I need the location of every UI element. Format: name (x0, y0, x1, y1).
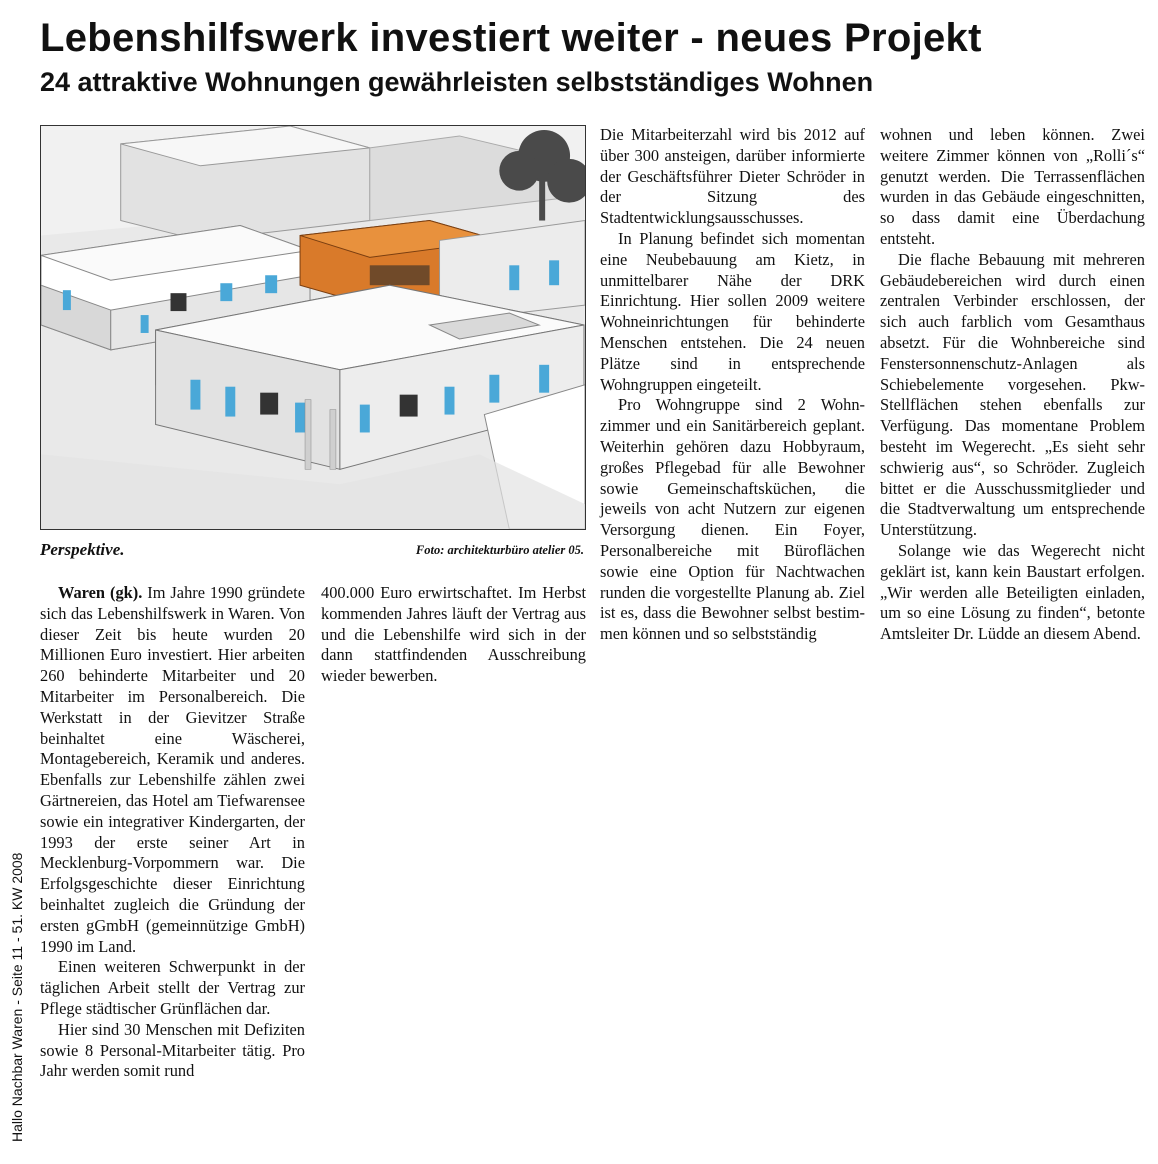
paragraph: Pro Wohngruppe sind 2 Wohnzimmer und ein Sanitärbereich geplant. Weiterhin gehören dazu Hobbyraum, großes Pflegebad für alle Bewohner sowie Gemeinschaftsküchen, die jeweils von acht Nutzern zur eigenen Versorgung dienen. Ein Foyer, Personalbereiche mit Büroflächen sowie eine Option für Nachtwachen runden die vorgestellte Planung ab. Ziel ist es, dass die Bewohner selbst bestimmen können und so selbstständig (600, 395, 865, 644)
architectural-rendering (40, 125, 586, 530)
paragraph: Einen weiteren Schwerpunkt in der täglichen Arbeit stellt der Vertrag zur Pflege städtischer Grünflächen dar. (40, 957, 305, 1018)
paragraph: In Planung befindet sich momentan eine Neubebauung am Kietz, in unmittelbarer Nähe der DRK Einrichtung. Hier sollen 2009 weitere Wohneinrichtungen für behinderte Menschen entstehen. Die 24 neuen Plätze sind in entsprechende Wohngruppen eingeteilt. (600, 228, 865, 394)
photo-credit: Foto: architekturbüro atelier 05. (415, 543, 584, 557)
photo-caption: Perspektive. (40, 540, 125, 559)
paragraph: Die flache Bebauung mit mehreren Gebäudebereichen wird durch einen zentralen Verbinder erschlossen, der sich auch farblich vom Gesamthaus absetzt. Für die Wohnbereiche sind Fenstersonnenschutz-Anlagen als Schiebelemente vorgesehen. Pkw-Stellflächen stehen ebenfalls zur Verfügung. Das momentane Problem besteht im Wegerecht. „Es sieht sehr schwierig aus“, so Schröder. Zugleich bittet er die Ausschussmitglieder und die Stadtverwaltung um entsprechende Unterstützung. (880, 249, 1145, 540)
photo-caption-row (40, 540, 586, 564)
article-column-2 (321, 583, 586, 687)
article-column-4 (880, 125, 1145, 645)
subheadline: 24 attraktive Wohnungen gewährleisten selbstständiges Wohnen (40, 67, 874, 97)
building-perspective-illustration (41, 126, 585, 529)
paragraph: Die Mitarbeiterzahl wird bis 2012 auf über 300 ansteigen, darüber informierte der Geschäftsführer Dieter Schröder in der Sitzung des Stadtentwicklungsausschusses. (600, 125, 865, 228)
paragraph-text: Im Jahre 1990 gründete sich das Lebenshilfswerk in Waren. Von dieser Zeit bis heute wurden 20 Millionen Euro investiert. Hier arbeiten 260 behinderte Mitarbeiter und 20 Mitarbeiter im Personalbereich. Die Werkstatt in der Gievitzer Straße beinhaltet eine Wäscherei, Montagebereich, Keramik und anderes. Ebenfalls zur Lebenshilfe zählen zwei Gärtnereien, das Hotel am Tiefwarensee sowie ein integrativer Kindergarten, der 1993 der erste seiner Art in Mecklenburg-Vorpommern war. Die Erfolgsgeschichte dieser Einrichtung beinhaltet zugleich die Gründung der ersten gGmbH (gemeinnützige GmbH) 1990 im Land. (40, 583, 305, 956)
headline: Lebenshilfswerk investiert weiter - neues Projekt (40, 16, 982, 60)
paragraph (40, 583, 305, 957)
article-column-1 (40, 583, 305, 1082)
paragraph: wohnen und leben können. Zwei weitere Zimmer können von „Rolli´s“ genutzt werden. Die Terrassenflächen wurden in das Gebäude eingeschnitten, so dass damit eine Überdachung entsteht. (880, 125, 1145, 248)
paragraph: Hier sind 30 Menschen mit Defiziten sowie 8 Personal-Mitarbeiter tätig. Pro Jahr werden somit rund (40, 1019, 305, 1081)
paragraph: 400.000 Euro erwirtschaftet. Im Herbst kommenden Jahres läuft der Vertrag aus und die Lebenshilfe wird sich in der dann stattfindenden Ausschreibung wieder bewerben. (321, 583, 586, 686)
dateline: Waren (gk). (58, 583, 143, 602)
paragraph: Solange wie das Wegerecht nicht geklärt ist, kann kein Baustart erfolgen. „Wir werden alle Beteiligten einladen, um so eine Lösung zu finden“, betonte Amtsleiter Dr. Lüdde an diesem Abend. (880, 540, 1145, 644)
article-column-3 (600, 125, 865, 645)
page-footer-vertical: Hallo Nachbar Waren - Seite 11 - 51. KW 2008 (9, 852, 25, 1142)
